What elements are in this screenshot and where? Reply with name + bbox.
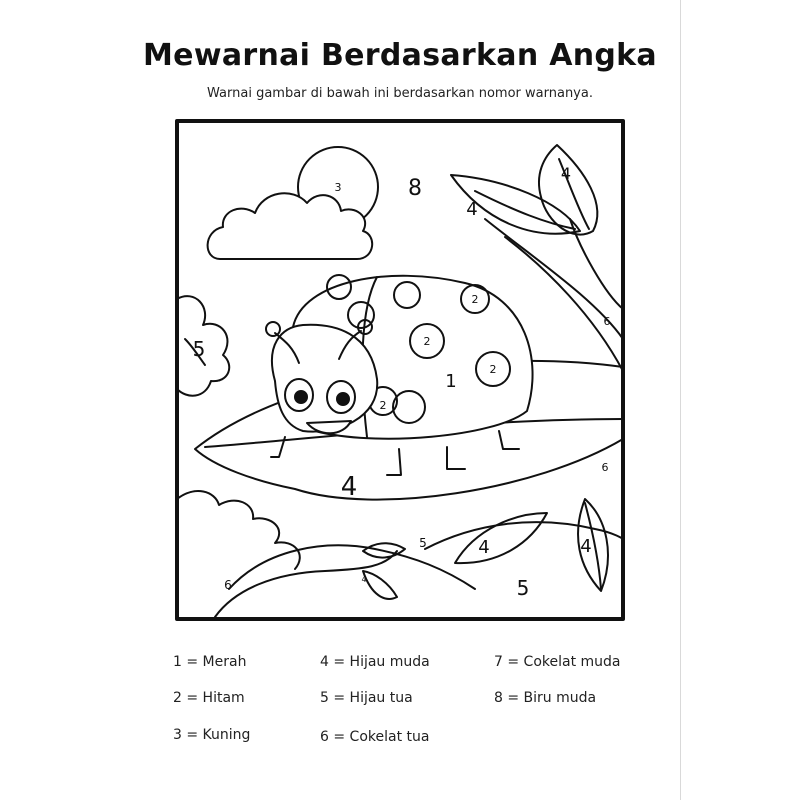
- number-big-leaf: 4: [340, 472, 358, 502]
- leaf-bottom-mid: [455, 513, 547, 563]
- number-spot: 2: [379, 399, 387, 412]
- legend-item: 2 = Hitam: [173, 690, 245, 706]
- number-twig: 6: [224, 578, 232, 592]
- number-leaf-top-left: 4: [466, 199, 478, 220]
- page-subtitle: Warnai gambar di bawah ini berdasarkan nomor warnanya.: [207, 86, 593, 101]
- number-ground-right: 5: [516, 576, 530, 600]
- number-branch: 6: [603, 315, 611, 328]
- legend-item: 3 = Kuning: [173, 727, 251, 743]
- leg: [387, 449, 401, 475]
- number-ground-mid: 5: [419, 536, 427, 550]
- number-leaf-bottom-right: 4: [580, 536, 592, 557]
- number-sprout-leaf: 4: [361, 575, 367, 584]
- legend-item: 7 = Cokelat muda: [494, 654, 621, 670]
- number-bush-left: 5: [192, 337, 206, 361]
- number-leaf-top-right: 4: [560, 164, 572, 183]
- legend-item: 5 = Hijau tua: [320, 690, 413, 706]
- number-leaf-bottom-mid: 4: [478, 537, 490, 558]
- branch-top: [570, 219, 623, 309]
- page-edge: [680, 0, 681, 800]
- legend-item: 4 = Hijau muda: [320, 654, 430, 670]
- sprout-leaf: [363, 571, 397, 599]
- number-stem-right: 6: [601, 461, 609, 474]
- page-title: Mewarnai Berdasarkan Angka: [143, 38, 657, 73]
- number-sky: 8: [408, 176, 422, 201]
- number-spot: 2: [423, 335, 431, 348]
- cloud: [208, 193, 373, 259]
- legend-item: 1 = Merah: [173, 654, 247, 670]
- leg: [447, 447, 465, 469]
- number-sun: 3: [334, 181, 342, 194]
- coloring-picture: [175, 119, 625, 621]
- legend-item: 6 = Cokelat tua: [320, 729, 430, 745]
- leg: [499, 431, 519, 449]
- legend-item: 8 = Biru muda: [494, 690, 597, 706]
- number-ladybug-shell: 1: [445, 371, 457, 392]
- number-spot: 2: [471, 293, 479, 306]
- bush-lower-left: [177, 491, 300, 569]
- number-spot: 2: [489, 363, 497, 376]
